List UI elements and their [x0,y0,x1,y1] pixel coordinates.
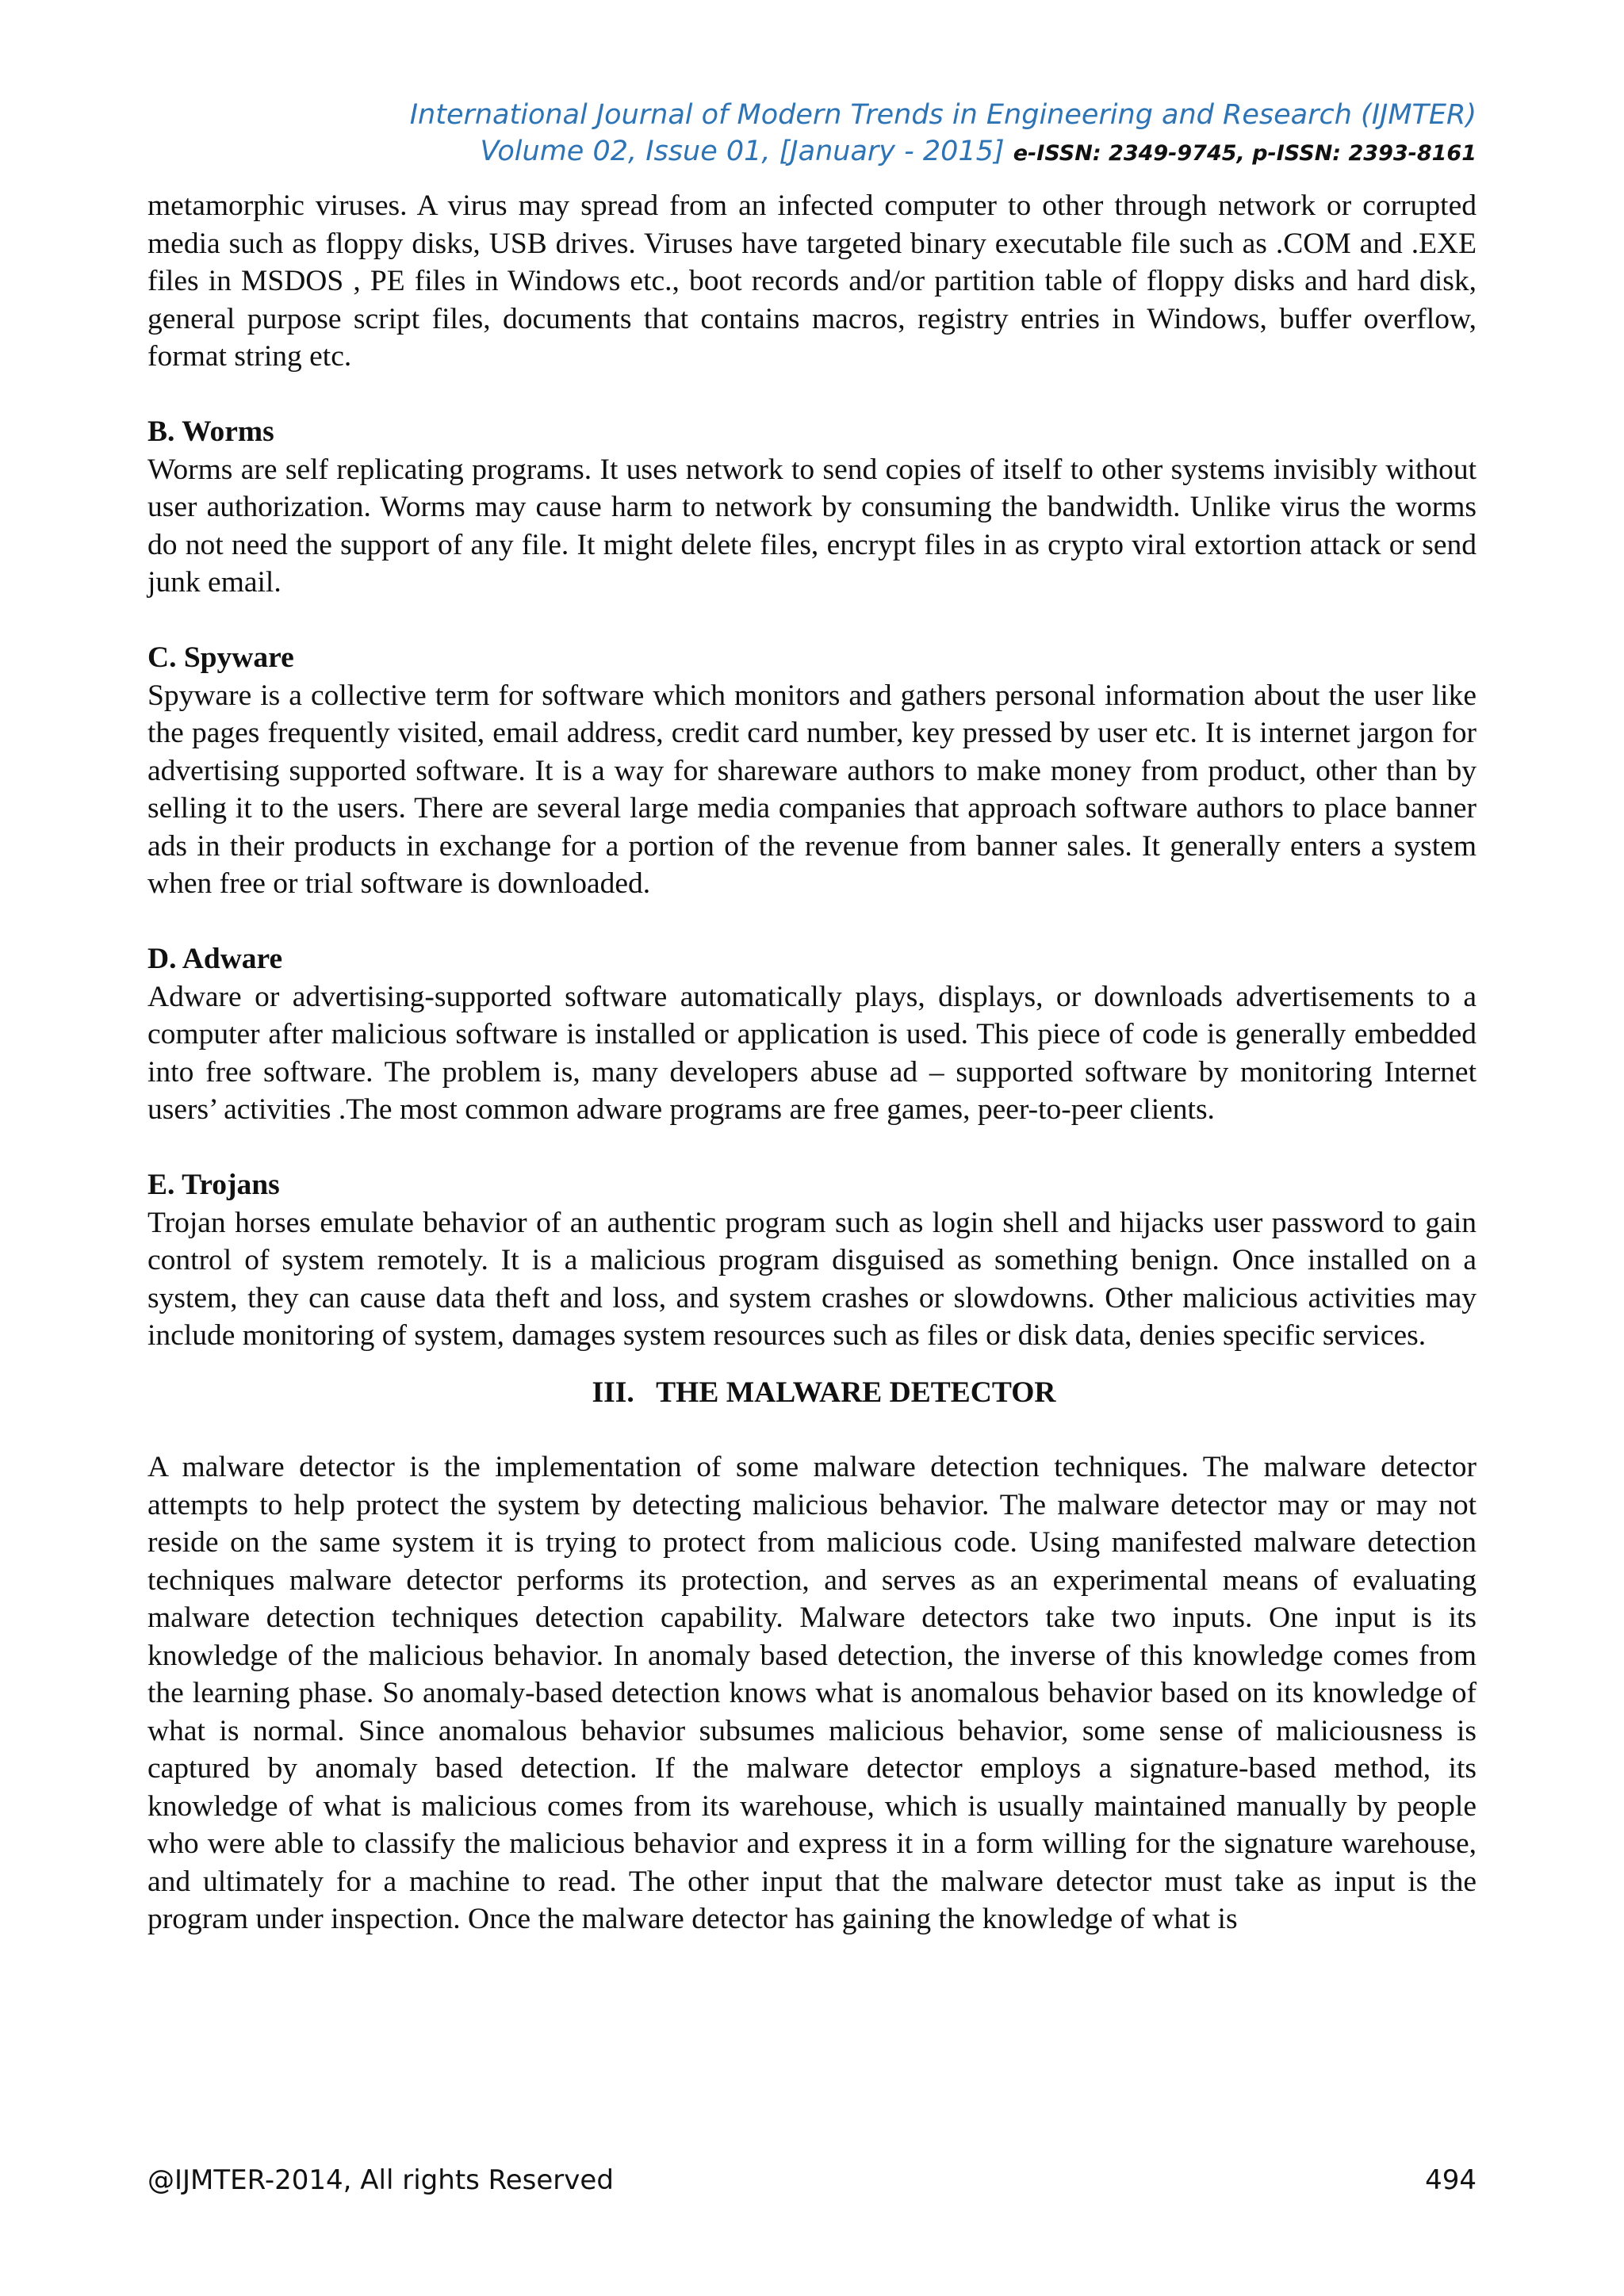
spyware-heading: C. Spyware [147,641,294,674]
spacer [147,1129,1477,1167]
worms-heading: B. Worms [147,415,274,448]
spacer [147,602,1477,640]
worms-paragraph: Worms are self replicating programs. It uses network to send copies of itself to other systems invisibly without user authorization. Worms may cause harm to network by consuming the bandwidth. Unlike virus the worms do not need the support of any file. It might delete files, encrypt files in as crypto viral extortion attack or send junk email. [147,453,1477,599]
spyware-paragraph: Spyware is a collective term for software which monitors and gathers personal information about the user like the pages frequently visited, email address, credit card number, key pressed by user etc. It is internet jargon for advertising supported software. It is a way for shareware authors to make money from product, other than by selling it to the users. There are several large media companies that approach software authors to place banner ads in their products in exchange for a portion of the revenue from banner sales. It generally enters a system when free or trial software is downloaded. [147,679,1477,900]
section-3-heading: III. THE MALWARE DETECTOR [592,1376,1056,1409]
page-number: 494 [1425,2164,1477,2196]
journal-header [366,97,1477,172]
trojans-paragraph: Trojan horses emulate behavior of an authentic program such as login shell and hijacks user password to gain control of system remotely. It is a malicious program disguised as something benign. Once installed on a system, they can cause data theft and loss, and system crashes or slowdowns. Other malicious activities may include monitoring of system, damages system resources such as files or disk data, denies specific services. [147,1206,1477,1352]
intro-paragraph: metamorphic viruses. A virus may spread from an infected computer to other through network or corrupted media such as floppy disks, USB drives. Viruses have targeted binary executable file such as .COM and .EXE files in MSDOS , PE files in Windows etc., boot records and/or partition table of floppy disks and hard disk, general purpose script files, documents that contains macros, registry entries in Windows, buffer overflow, format string etc. [147,189,1477,373]
spacer [147,1411,1477,1448]
adware-paragraph: Adware or advertising-supported software automatically plays, displays, or downloads advertisements to a computer after malicious software is installed or application is used. This piece of code is generally embedded into free software. The problem is, many developers abuse ad – supported software by monitoring Internet users’ activities .The most common adware programs are free games, peer-to-peer clients. [147,980,1477,1126]
journal-issn: e-ISSN: 2349-9745, p-ISSN: 2393-8161 [1013,141,1477,166]
malware-detector-paragraph: A malware detector is the implementation of some malware detection techniques. The malware detector attempts to help protect the system by detecting malicious behavior. The malware detector may or may not reside on the same system it is trying to protect from malicious code. Using manifested malware detection techniques malware detector performs its protection, and serves as an experimental means of evaluating malware detection techniques detection capability. Malware detectors take two inputs. One input is its knowledge of the malicious behavior. In anomaly based detection, the inverse of this knowledge comes from the learning phase. So anomaly-based detection knows what is anomalous behavior based on its knowledge of what is normal. Since anomalous behavior subsumes malicious behavior, some sense of maliciousness is captured by anomaly based detection. If the malware detector employs a signature-based method, its knowledge of what is malicious comes from its warehouse, which is usually maintained manually by people who were able to classify the malicious behavior and express it in a form willing for the signature warehouse, and ultimately for a machine to read. The other input that the malware detector must take as input is the program under inspection. Once the malware detector has gaining the knowledge of what is [147,1451,1477,1935]
adware-heading: D. Adware [147,943,283,975]
journal-volume-line [366,133,1477,172]
journal-title: International Journal of Modern Trends in Engineering and Research (IJMTER) [409,99,1477,131]
spacer [147,376,1477,414]
spacer [147,1355,1477,1374]
article-body [147,187,1477,1938]
trojans-heading: E. Trojans [147,1169,280,1201]
copyright-notice: @IJMTER-2014, All rights Reserved [147,2164,614,2196]
journal-volume: Volume 02, Issue 01, [January - 2015] [480,136,1005,167]
spacer [147,903,1477,941]
